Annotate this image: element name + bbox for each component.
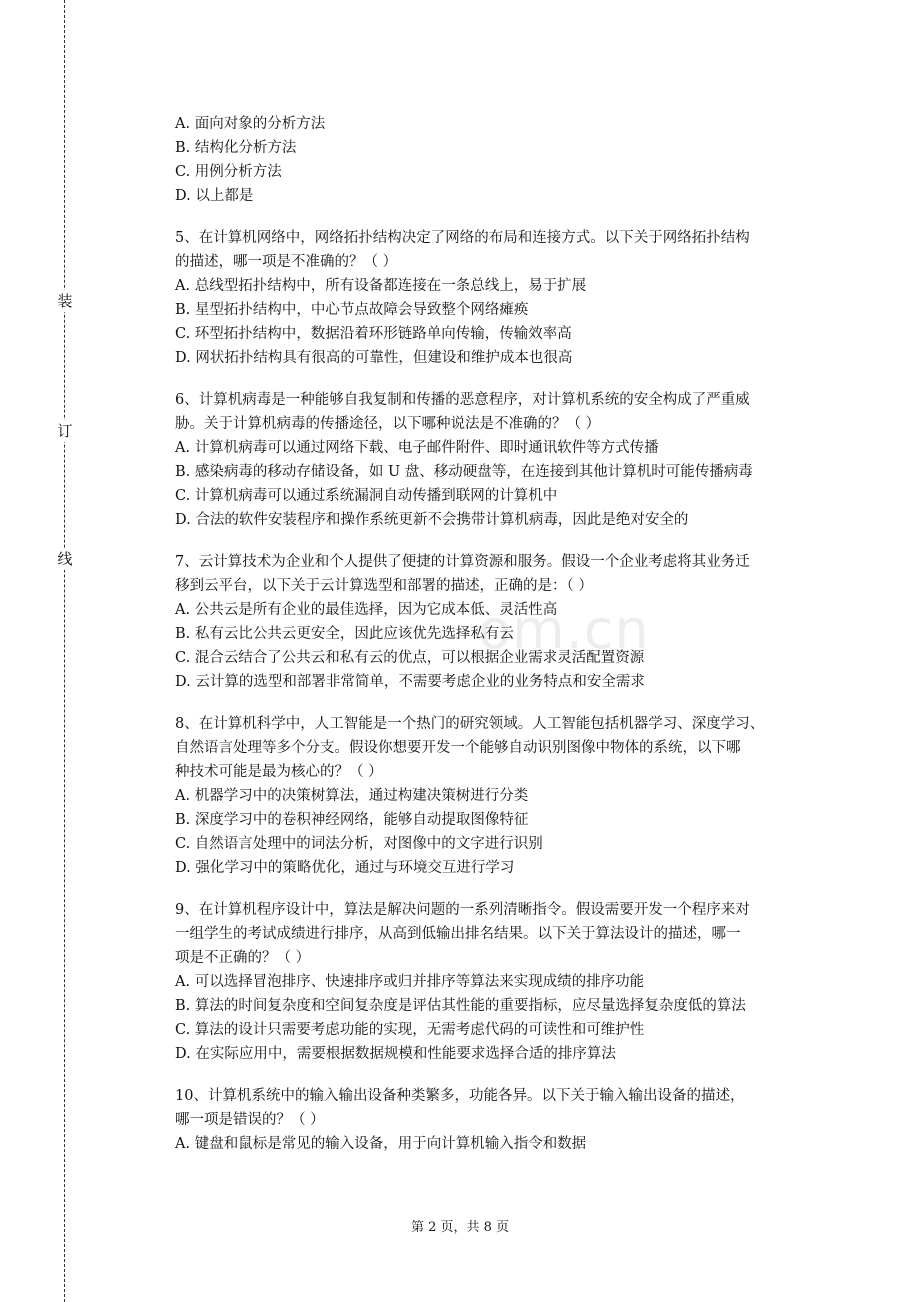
binding-char-ding: 订 <box>57 422 73 440</box>
option: C. 算法的设计只需要考虑功能的实现，无需考虑代码的可读性和可维护性 <box>175 1022 645 1038</box>
question-stem-line: 6、计算机病毒是一种能够自我复制和传播的恶意程序，对计算机系统的安全构成了严重威 <box>175 392 750 408</box>
option: B. 算法的时间复杂度和空间复杂度是评估其性能的重要指标，应尽量选择复杂度低的算法 <box>175 998 746 1014</box>
option: D. 在实际应用中，需要根据数据规模和性能要求选择合适的排序算法 <box>175 1046 616 1062</box>
option: D. 合法的软件安装程序和操作系统更新不会携带计算机病毒，因此是绝对安全的 <box>175 512 689 528</box>
option: C. 混合云结合了公共云和私有云的优点，可以根据企业需求灵活配置资源 <box>175 650 645 666</box>
question-stem-line: 种技术可能是最为核心的？（ ） <box>175 764 383 780</box>
question-stem-line: 7、云计算技术为企业和个人提供了便捷的计算资源和服务。假设一个企业考虑将其业务迁 <box>175 554 750 570</box>
option: C. 用例分析方法 <box>175 164 282 180</box>
option: B. 星型拓扑结构中，中心节点故障会导致整个网络瘫痪 <box>175 302 529 318</box>
option: D. 云计算的选型和部署非常简单，不需要考虑企业的业务特点和安全需求 <box>175 674 645 690</box>
question-5 <box>175 226 825 370</box>
option: A. 总线型拓扑结构中，所有设备都连接在一条总线上，易于扩展 <box>175 278 587 294</box>
binding-dashed-line <box>64 0 65 1302</box>
option: C. 环型拓扑结构中，数据沿着环形链路单向传输，传输效率高 <box>175 326 572 342</box>
question-4-options <box>175 112 825 208</box>
option: C. 计算机病毒可以通过系统漏洞自动传播到联网的计算机中 <box>175 488 558 504</box>
question-stem-line: 的描述，哪一项是不准确的？（ ） <box>175 254 398 270</box>
option: B. 深度学习中的卷积神经网络，能够自动提取图像特征 <box>175 812 529 828</box>
option: D. 网状拓扑结构具有很高的可靠性，但建设和维护成本也很高 <box>175 350 573 366</box>
option: A. 机器学习中的决策树算法，通过构建决策树进行分类 <box>175 788 529 804</box>
option: B. 感染病毒的移动存储设备，如 U 盘、移动硬盘等，在连接到其他计算机时可能传播病毒 <box>175 464 753 480</box>
question-stem-line: 胁。关于计算机病毒的传播途径，以下哪种说法是不准确的？（ ） <box>175 416 601 432</box>
option: D. 以上都是 <box>175 188 254 204</box>
question-stem-line: 5、在计算机网络中，网络拓扑结构决定了网络的布局和连接方式。以下关于网络拓扑结构 <box>175 230 750 246</box>
option: B. 结构化分析方法 <box>175 140 297 156</box>
question-7 <box>175 550 825 694</box>
question-stem-line: 哪一项是错误的？（ ） <box>175 1112 325 1128</box>
option: B. 私有云比公共云更安全，因此应该优先选择私有云 <box>175 626 514 642</box>
option: A. 可以选择冒泡排序、快速排序或归并排序等算法来实现成绩的排序功能 <box>175 974 645 990</box>
question-stem-line: 项是不正确的？（ ） <box>175 950 311 966</box>
watermark: om.cn <box>478 598 650 661</box>
binding-char-zhuang: 装 <box>57 292 73 310</box>
binding-char-xian: 线 <box>57 550 73 568</box>
question-stem-line: 一组学生的考试成绩进行排序，从高到低输出排名结果。以下关于算法设计的描述，哪一 <box>175 926 741 942</box>
question-8 <box>175 712 825 880</box>
question-6 <box>175 388 825 532</box>
option: A. 公共云是所有企业的最佳选择，因为它成本低、灵活性高 <box>175 602 558 618</box>
option: A. 面向对象的分析方法 <box>175 116 326 132</box>
option: A. 键盘和鼠标是常见的输入设备，用于向计算机输入指令和数据 <box>175 1136 587 1152</box>
option: A. 计算机病毒可以通过网络下载、电子邮件附件、即时通讯软件等方式传播 <box>175 440 659 456</box>
question-9 <box>175 898 825 1066</box>
option: D. 强化学习中的策略优化，通过与环境交互进行学习 <box>175 860 515 876</box>
exam-content <box>175 112 825 1156</box>
question-stem-line: 9、在计算机程序设计中，算法是解决问题的一系列清晰指令。假设需要开发一个程序来对 <box>175 902 750 918</box>
question-stem-line: 10、计算机系统中的输入输出设备种类繁多，功能各异。以下关于输入输出设备的描述， <box>175 1088 745 1104</box>
question-stem-line: 自然语言处理等多个分支。假设你想要开发一个能够自动识别图像中物体的系统，以下哪 <box>175 740 741 756</box>
question-stem-line: 8、在计算机科学中，人工智能是一个热门的研究领域。人工智能包括机器学习、深度学习、 <box>175 716 765 732</box>
option: C. 自然语言处理中的词法分析，对图像中的文字进行识别 <box>175 836 543 852</box>
question-10 <box>175 1084 825 1156</box>
page-footer: 第 2 页，共 8 页 <box>410 1220 510 1235</box>
question-stem-line: 移到云平台，以下关于云计算选型和部署的描述，正确的是：（ ） <box>175 578 593 594</box>
